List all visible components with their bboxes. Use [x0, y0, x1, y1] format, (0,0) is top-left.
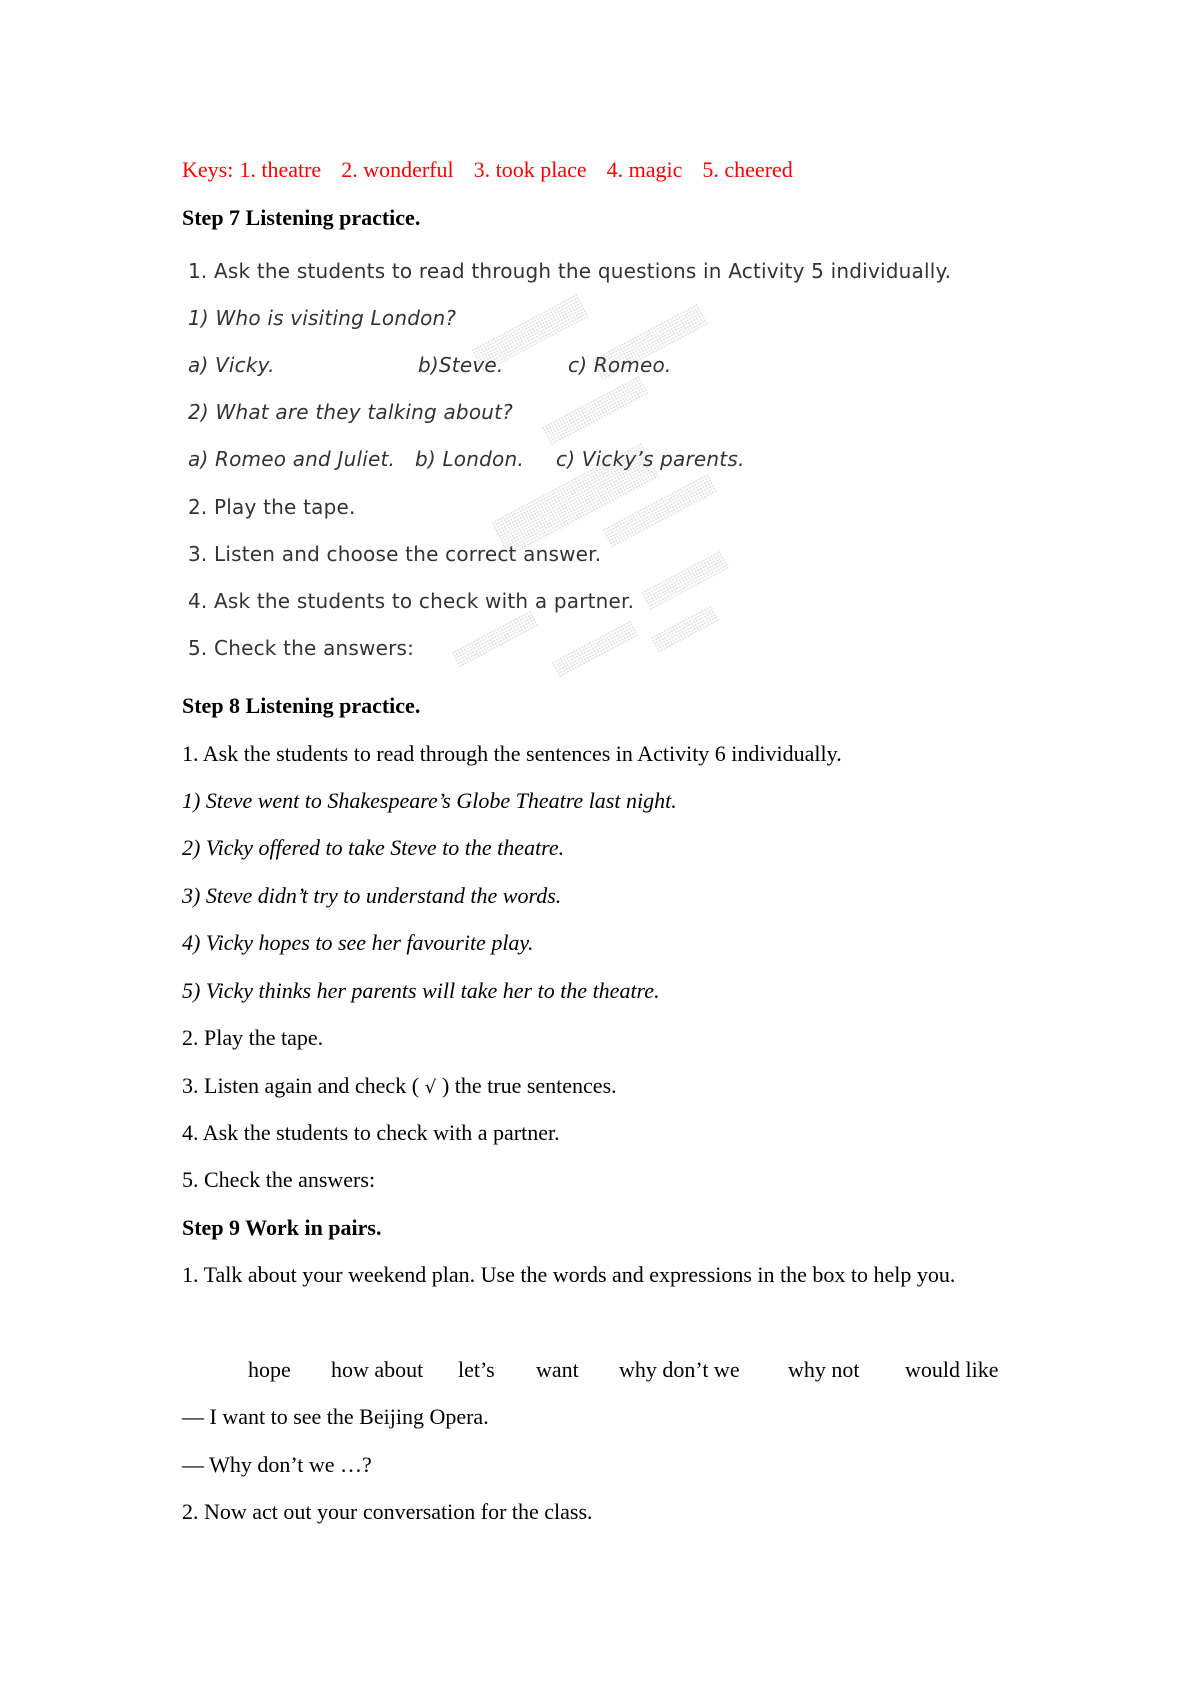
step8-sentence-5: 5) Vicky thinks her parents will take her to the theatre.: [182, 978, 660, 1003]
word-box-item: let’s: [458, 1357, 495, 1382]
word-box-item: want: [536, 1357, 579, 1382]
option-a: a) Romeo and Juliet.: [188, 447, 396, 471]
key-item: 2. wonderful: [341, 157, 454, 182]
word-box-item: how about: [331, 1357, 424, 1382]
scan-noise: [541, 375, 648, 446]
option-c: c) Vicky’s parents.: [556, 447, 745, 471]
step7-instruction-4: 4. Ask the students to check with a partner.: [188, 589, 635, 613]
word-box-item: would like: [905, 1357, 999, 1382]
step9-heading: Step 9 Work in pairs.: [182, 1215, 382, 1240]
word-box-item: why don’t we: [619, 1357, 740, 1382]
key-item: 3. took place: [473, 157, 587, 182]
word-box-item: why not: [788, 1357, 860, 1382]
step7-question-2: 2) What are they talking about?: [188, 400, 513, 424]
step9-instruction-1: 1. Talk about your weekend plan. Use the words and expressions in the box to help you.: [182, 1262, 956, 1287]
step7-heading: Step 7 Listening practice.: [182, 205, 421, 230]
instruction-text: 3. Listen again and check (: [182, 1073, 420, 1098]
step7-question-1-options: [188, 352, 788, 378]
key-item: 4. magic: [606, 157, 683, 182]
step7-instruction-2: 2. Play the tape.: [188, 495, 356, 519]
step8-heading: Step 8 Listening practice.: [182, 693, 421, 718]
keys-label: Keys:: [182, 157, 234, 182]
step7-instruction-3: 3. Listen and choose the correct answer.: [188, 542, 602, 566]
key-item: 5. cheered: [702, 157, 793, 182]
option-b: b) London.: [415, 447, 524, 471]
step8-sentence-2: 2) Vicky offered to take Steve to the theatre.: [182, 835, 565, 860]
step8-sentence-3: 3) Steve didn’t try to understand the words.: [182, 883, 562, 908]
step7-instruction-5: 5. Check the answers:: [188, 636, 415, 660]
step7-question-1: 1) Who is visiting London?: [188, 306, 457, 330]
scan-noise: [641, 550, 730, 610]
instruction-text: ) the true sentences.: [441, 1073, 617, 1098]
key-item: 1. theatre: [239, 157, 322, 182]
answer-keys: [182, 156, 813, 184]
word-box: [0, 1356, 1200, 1384]
step9-instruction-2: 2. Now act out your conversation for the class.: [182, 1499, 593, 1524]
scan-noise: [451, 610, 539, 668]
step8-instruction-5: 5. Check the answers:: [182, 1167, 376, 1192]
step8-instruction-3: [182, 1072, 617, 1102]
option-a: a) Vicky.: [188, 353, 275, 377]
check-mark: √: [419, 1077, 442, 1098]
scan-noise: [551, 620, 639, 678]
step8-instruction-4: 4. Ask the students to check with a partner.: [182, 1120, 560, 1145]
step7-question-2-options: [188, 446, 788, 472]
step8-instruction-1: 1. Ask the students to read through the sentences in Activity 6 individually.: [182, 741, 842, 766]
dialogue-line-1: — I want to see the Beijing Opera.: [182, 1404, 489, 1429]
option-c: c) Romeo.: [568, 353, 672, 377]
scan-noise: [650, 605, 720, 654]
step8-sentence-4: 4) Vicky hopes to see her favourite play.: [182, 930, 534, 955]
step7-instruction-1: 1. Ask the students to read through the questions in Activity 5 individually.: [188, 259, 952, 283]
step8-sentence-1: 1) Steve went to Shakespeare’s Globe Theatre last night.: [182, 788, 677, 813]
step8-instruction-2: 2. Play the tape.: [182, 1025, 324, 1050]
dialogue-line-2: — Why don’t we …?: [182, 1452, 372, 1477]
word-box-item: hope: [248, 1357, 291, 1382]
option-b: b)Steve.: [418, 353, 504, 377]
